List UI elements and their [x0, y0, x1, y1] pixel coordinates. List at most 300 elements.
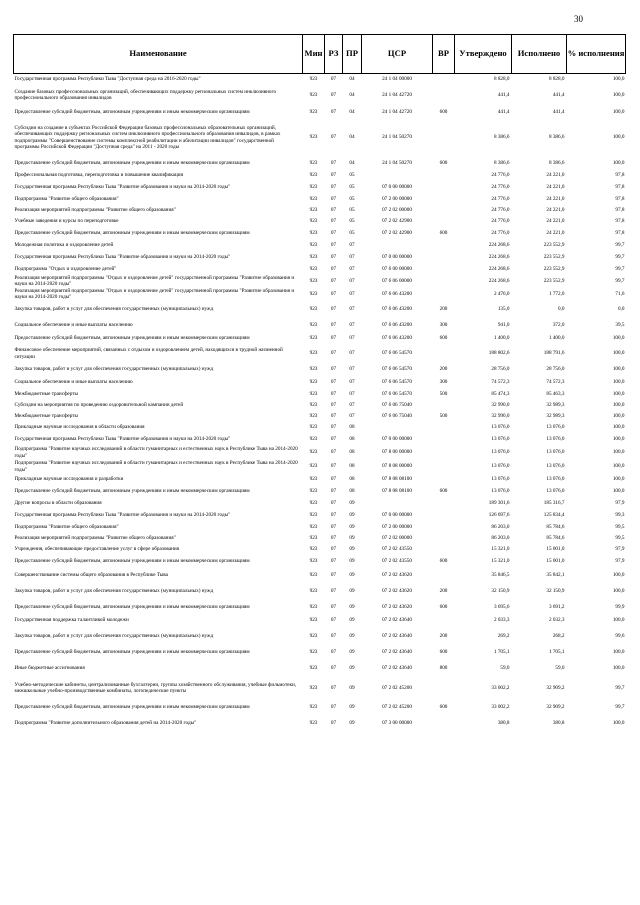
table-row: [14, 240, 626, 251]
cell-min: 923: [309, 475, 318, 482]
cell-pct: 100,0: [612, 719, 625, 726]
cell-pr: 09: [349, 649, 355, 656]
cell-executed: 59,0: [555, 665, 565, 672]
cell-approved: 941,0: [497, 321, 510, 328]
cell-approved: 15 321,0: [491, 558, 510, 565]
cell-min: 923: [309, 378, 318, 385]
cell-executed: 1 772,0: [548, 290, 565, 297]
cell-csr: 07 8 08 08100: [382, 475, 412, 482]
cell-pct: 97,9: [615, 545, 625, 552]
cell-executed: 1 705,1: [548, 649, 565, 656]
cell-name: Межбюджетные трансферты: [14, 390, 79, 397]
cell-approved: 15 321,0: [491, 545, 510, 552]
cell-csr: 07 2 02 00000: [382, 206, 412, 213]
cell-name: Предоставление субсидий бюджетным, автономным учреждениям и иным некоммерческим организациям: [14, 649, 250, 656]
cell-name: Закупка товаров, работ и услуг для обеспечения государственных (муниципальных) нужд: [14, 633, 214, 640]
cell-vr: 600: [439, 603, 448, 610]
cell-vr: [433, 460, 455, 474]
cell-csr: 07 2 02 43620: [382, 572, 412, 579]
cell-rz: 07: [330, 171, 337, 178]
cell-min: 923: [309, 334, 318, 341]
cell-min: 923: [309, 463, 318, 470]
cell-pct: 39,5: [615, 321, 625, 328]
cell-rz: 07: [330, 321, 337, 328]
cell-approved: 24 776,0: [491, 206, 510, 213]
cell-vr: 200: [439, 588, 448, 595]
cell-executed: 13 076,0: [546, 435, 565, 442]
cell-vr: [433, 170, 455, 181]
cell-csr: [362, 240, 433, 251]
cell-pr: 07: [349, 306, 355, 313]
cell-csr: 24 1 04 50270: [382, 134, 412, 141]
cell-approved: 8 828,0: [493, 76, 510, 83]
table-row: [14, 106, 626, 119]
cell-name: Предоставление субсидий бюджетным, автономным учреждениям и иным некоммерческим организациям: [14, 704, 250, 711]
cell-name: Учреждения, обеспечивающие предоставление услуг в сфере образования: [14, 545, 180, 552]
cell-rz: 07: [330, 206, 337, 213]
cell-min: 923: [309, 704, 318, 711]
cell-pct: 97,8: [615, 171, 625, 178]
cell-name: Государственная программа Республики Тыва "Развитие образования и науки на 2014-2020 годы": [14, 253, 231, 260]
cell-executed: 85 784,6: [546, 523, 565, 530]
cell-csr: [362, 170, 433, 181]
cell-approved: 28 756,0: [491, 365, 510, 372]
cell-vr: 600: [439, 229, 448, 236]
cell-csr: 07 2 02 43640: [382, 633, 412, 640]
cell-vr: [433, 264, 455, 275]
cell-name: Подпрограмма "Развитие общего образования": [14, 195, 119, 202]
cell-executed: 13 076,0: [546, 449, 565, 456]
cell-executed: 2 032,3: [548, 617, 565, 624]
cell-csr: 07 6 06 43200: [382, 290, 412, 297]
cell-pr: 09: [349, 603, 355, 610]
cell-pct: 100,0: [612, 134, 625, 141]
cell-name: Закупка товаров, работ и услуг для обеспечения государственных (муниципальных) нужд: [14, 365, 214, 372]
cell-min: 923: [309, 350, 318, 357]
cell-csr: 07 2 02 43640: [382, 617, 412, 624]
cell-pr: 09: [349, 572, 355, 579]
table-row: [14, 119, 626, 157]
cell-csr: 07 3 00 00000: [382, 719, 412, 726]
cell-min: 923: [309, 277, 318, 284]
cell-vr: [433, 446, 455, 460]
cell-pct: 100,0: [612, 487, 625, 494]
cell-approved: 8 386,6: [493, 134, 510, 141]
cell-csr: [362, 422, 433, 433]
cell-executed: 15 001,0: [546, 545, 565, 552]
cell-name: Совершенствование системы общего образования в Республике Тыва: [14, 572, 168, 579]
cell-vr: [433, 433, 455, 446]
table-row: [14, 85, 626, 106]
cell-min: 923: [309, 633, 318, 640]
cell-csr: 07 0 00 00000: [382, 183, 412, 190]
cell-pct: 97,8: [615, 183, 625, 190]
cell-approved: 441,4: [497, 108, 510, 115]
cell-min: 923: [309, 649, 318, 656]
cell-csr: 07 2 02 45200: [382, 704, 412, 711]
cell-rz: 07: [330, 253, 337, 260]
cell-name: Учебно-методические кабинеты, централизованные бухгалтерии, группы хозяйственного обслуживания, учебные фильмотеки, межшкольные учебно-производственные комбинаты, логопедические пункты: [14, 681, 297, 694]
cell-vr: [433, 288, 455, 301]
budget-table: [13, 34, 626, 730]
cell-executed: 185 316,7: [543, 499, 565, 506]
cell-approved: 13 076,0: [491, 475, 510, 482]
cell-pct: 71,6: [615, 290, 625, 297]
cell-min: 923: [309, 217, 318, 224]
cell-pct: 100,0: [612, 588, 625, 595]
table-row: [14, 583, 626, 601]
table-row: [14, 264, 626, 275]
table-row: [14, 498, 626, 509]
cell-vr: 600: [439, 487, 448, 494]
table-row: [14, 717, 626, 730]
cell-pct: 99,5: [615, 523, 625, 530]
cell-name: Государственная программа Республики Тыва "Развитие образования и науки на 2014-2020 годы": [14, 183, 231, 190]
cell-vr: [433, 522, 455, 533]
cell-executed: 32 989,3: [546, 401, 565, 408]
cell-pr: 09: [349, 545, 355, 552]
cell-pct: 100,0: [612, 334, 625, 341]
table-row: [14, 319, 626, 332]
cell-approved: 224 268,6: [488, 241, 510, 248]
cell-rz: 07: [330, 183, 337, 190]
table-row: [14, 332, 626, 345]
cell-executed: 35 842,1: [546, 572, 565, 579]
cell-name: Государственная программа Республики Тыва "Развитие образования и науки на 2014-2020 годы": [14, 435, 231, 442]
cell-rz: 07: [330, 195, 337, 202]
table-row: [14, 446, 626, 460]
cell-executed: 380,8: [552, 719, 565, 726]
cell-rz: 07: [330, 423, 337, 430]
cell-csr: 07 8 00 00000: [382, 449, 412, 456]
cell-executed: 8 386,6: [548, 159, 565, 166]
cell-csr: 24 1 04 50270: [382, 159, 412, 166]
cell-min: 923: [309, 558, 318, 565]
cell-rz: 07: [330, 378, 337, 385]
cell-approved: 1 400,0: [493, 334, 510, 341]
cell-csr: 07 6 06 54570: [382, 350, 412, 357]
cell-min: 923: [309, 91, 318, 98]
cell-min: 923: [309, 390, 318, 397]
cell-csr: 24 1 04 00000: [382, 76, 412, 83]
cell-vr: 600: [439, 159, 448, 166]
cell-executed: 188 791,6: [543, 350, 565, 357]
cell-csr: 07 0 00 00000: [382, 435, 412, 442]
cell-approved: 33 002,2: [491, 684, 510, 691]
cell-pr: 08: [349, 449, 355, 456]
cell-approved: 380,8: [497, 719, 510, 726]
cell-csr: 07 6 06 00000: [382, 277, 412, 284]
cell-name: Реализация мероприятий подпрограммы "Развитие общего образования": [14, 534, 176, 541]
cell-min: 923: [309, 588, 318, 595]
cell-approved: 35 846,5: [491, 572, 510, 579]
cell-executed: 32 150,9: [546, 588, 565, 595]
cell-vr: 600: [439, 334, 448, 341]
cell-executed: 32 989,3: [546, 412, 565, 419]
col-header-executed: Исполнено: [512, 35, 567, 74]
cell-pct: 99,7: [615, 704, 625, 711]
cell-pct: 99,5: [615, 534, 625, 541]
cell-name: Реализация мероприятий подпрограммы "Развитие общего образования": [14, 206, 176, 213]
cell-vr: 800: [439, 665, 448, 672]
cell-rz: 07: [330, 463, 337, 470]
cell-csr: 07 6 06 43200: [382, 334, 412, 341]
cell-pr: 09: [349, 588, 355, 595]
cell-approved: 3 695,6: [493, 603, 510, 610]
table-row: [14, 485, 626, 498]
cell-csr: 24 1 04 42720: [382, 108, 412, 115]
table-row: [14, 422, 626, 433]
cell-pr: 07: [349, 378, 355, 385]
cell-rz: 07: [330, 534, 337, 541]
cell-approved: 32 990,0: [491, 401, 510, 408]
cell-executed: 223 552,9: [543, 277, 565, 284]
table-header-row: [14, 35, 626, 74]
col-header-approved: Утверждено: [455, 35, 512, 74]
cell-vr: [433, 422, 455, 433]
cell-name: Социальное обеспечение и иные выплаты населению: [14, 321, 133, 328]
cell-vr: [433, 498, 455, 509]
cell-pr: 07: [349, 253, 355, 260]
cell-name: Предоставление субсидий бюджетным, автономным учреждениям и иным некоммерческим организациям: [14, 159, 250, 166]
cell-min: 923: [309, 412, 318, 419]
cell-pct: 100,0: [612, 463, 625, 470]
cell-executed: 24 221,0: [546, 195, 565, 202]
cell-pr: 05: [349, 171, 355, 178]
cell-approved: 13 076,0: [491, 435, 510, 442]
cell-rz: 07: [330, 649, 337, 656]
cell-rz: 07: [330, 523, 337, 530]
cell-pr: 07: [349, 277, 355, 284]
cell-csr: 07 8 08 00000: [382, 463, 412, 470]
cell-csr: 07 2 02 42900: [382, 217, 412, 224]
cell-pct: 97,9: [615, 558, 625, 565]
table-row: [14, 251, 626, 264]
cell-executed: 24 221,0: [546, 217, 565, 224]
cell-pct: 100,0: [612, 108, 625, 115]
cell-csr: 24 1 04 42720: [382, 91, 412, 98]
cell-name: Государственная поддержка талантливой молодежи: [14, 617, 129, 624]
cell-min: 923: [309, 195, 318, 202]
cell-pct: 97,8: [615, 195, 625, 202]
cell-pr: 08: [349, 475, 355, 482]
cell-csr: 07 6 06 54570: [382, 390, 412, 397]
cell-name: Прикладные научные исследования в области образования: [14, 423, 145, 430]
cell-pr: 04: [349, 76, 355, 83]
cell-min: 923: [309, 265, 318, 272]
cell-min: 923: [309, 321, 318, 328]
cell-rz: 07: [330, 475, 337, 482]
cell-name: Субсидии на мероприятия по проведению оздоровительной кампании детей: [14, 401, 184, 408]
cell-executed: 24 221,0: [546, 183, 565, 190]
cell-executed: 8 828,0: [548, 76, 565, 83]
table-body: [14, 74, 626, 730]
cell-approved: 1 705,1: [493, 649, 510, 656]
cell-vr: [433, 216, 455, 227]
cell-pr: 05: [349, 229, 355, 236]
cell-approved: 24 776,0: [491, 217, 510, 224]
cell-approved: 86 203,0: [491, 523, 510, 530]
cell-vr: [433, 614, 455, 628]
cell-vr: 500: [439, 390, 448, 397]
cell-min: 923: [309, 719, 318, 726]
cell-rz: 07: [330, 334, 337, 341]
cell-approved: 126 697,6: [488, 511, 510, 518]
cell-name: Учебные заведения и курсы по переподготовке: [14, 217, 119, 224]
cell-min: 923: [309, 487, 318, 494]
cell-csr: 07 2 02 00000: [382, 534, 412, 541]
cell-executed: 372,0: [552, 321, 565, 328]
cell-executed: 441,4: [552, 91, 565, 98]
cell-rz: 07: [330, 545, 337, 552]
cell-name: Иные бюджетные ассигнования: [14, 665, 85, 672]
table-row: [14, 411, 626, 422]
cell-approved: 135,0: [497, 306, 510, 313]
col-header-pr: ПР: [343, 35, 362, 74]
cell-name: Прикладные научные исследования и разработки: [14, 475, 124, 482]
cell-vr: [433, 181, 455, 194]
cell-vr: [433, 533, 455, 544]
cell-rz: 07: [330, 435, 337, 442]
cell-executed: 125 834,4: [543, 511, 565, 518]
cell-min: 923: [309, 206, 318, 213]
cell-rz: 07: [330, 588, 337, 595]
cell-executed: 13 076,0: [546, 475, 565, 482]
cell-rz: 07: [330, 76, 337, 83]
cell-pr: 07: [349, 290, 355, 297]
cell-rz: 07: [330, 401, 337, 408]
cell-executed: 223 552,9: [543, 265, 565, 272]
cell-min: 923: [309, 290, 318, 297]
cell-vr: [433, 474, 455, 485]
cell-pct: 100,0: [612, 617, 625, 624]
cell-pr: 07: [349, 350, 355, 357]
cell-csr: 07 6 06 43200: [382, 306, 412, 313]
cell-pct: 99,3: [615, 511, 625, 518]
cell-executed: 13 076,0: [546, 423, 565, 430]
table-row: [14, 628, 626, 646]
cell-pct: 99,7: [615, 265, 625, 272]
page-number: 30: [574, 14, 583, 24]
cell-approved: 441,4: [497, 91, 510, 98]
cell-pr: 07: [349, 265, 355, 272]
cell-min: 923: [309, 572, 318, 579]
cell-name: Профессиональная подготовка, переподготовка и повышение квалификации: [14, 171, 184, 178]
cell-pct: 97,8: [615, 206, 625, 213]
table-row: [14, 678, 626, 699]
cell-vr: 500: [439, 412, 448, 419]
table-row: [14, 601, 626, 614]
cell-name: Подпрограмма "Развитие научных исследований в области гуманитарных и естественных наук в Республике Тыва на 2014-2020 годы": [14, 446, 298, 459]
cell-rz: 07: [330, 511, 337, 518]
cell-vr: 200: [439, 365, 448, 372]
table-row: [14, 433, 626, 446]
cell-approved: 188 802,6: [488, 350, 510, 357]
cell-name: Государственная программа Республики Тыва "Развитие образования и науки на 2014-2020 годы": [14, 511, 231, 518]
cell-min: 923: [309, 365, 318, 372]
cell-executed: 32 909,2: [546, 704, 565, 711]
table-row: [14, 345, 626, 363]
cell-csr: 07 2 02 43620: [382, 588, 412, 595]
cell-approved: 85 474,3: [491, 390, 510, 397]
cell-rz: 07: [330, 603, 337, 610]
cell-name: Субсидии на создание в субъектах Российской Федерации базовых профессиональных образовательных организаций, обеспечивающих поддержку региональных систем инклюзивного профессионального образования инвалидов, в рамках подпрограммы "Совершенствование системы комплексной реабилитации и абилитации инвалидов" государственной программы Российской Федерации "Доступная среда" на 2011 - 2020 годы: [14, 125, 281, 150]
cell-rz: 07: [330, 572, 337, 579]
cell-approved: 224 268,6: [488, 265, 510, 272]
cell-rz: 07: [330, 306, 337, 313]
cell-pct: 100,0: [612, 350, 625, 357]
cell-name: Социальное обеспечение и иные выплаты населению: [14, 378, 133, 385]
cell-rz: 07: [330, 558, 337, 565]
col-header-rz: РЗ: [325, 35, 343, 74]
cell-min: 923: [309, 171, 318, 178]
cell-pr: 05: [349, 195, 355, 202]
cell-approved: 13 076,0: [491, 463, 510, 470]
cell-approved: 224 268,6: [488, 253, 510, 260]
cell-pr: 04: [349, 134, 355, 141]
cell-rz: 07: [330, 390, 337, 397]
cell-name: Подпрограмма "Развитие дополнительного образования детей на 2014-2020 годы": [14, 719, 197, 726]
cell-rz: 07: [330, 684, 337, 691]
cell-pr: 09: [349, 684, 355, 691]
cell-approved: 2 033,3: [493, 617, 510, 624]
cell-name: Предоставление субсидий бюджетным, автономным учреждениям и иным некоммерческим организациям: [14, 558, 250, 565]
cell-min: 923: [309, 76, 318, 83]
cell-rz: 07: [330, 487, 337, 494]
cell-pr: 07: [349, 241, 355, 248]
cell-pr: 04: [349, 159, 355, 166]
cell-approved: 86 203,0: [491, 534, 510, 541]
table-row: [14, 646, 626, 660]
cell-pr: 09: [349, 558, 355, 565]
cell-rz: 07: [330, 499, 337, 506]
cell-csr: 07 2 02 43620: [382, 603, 412, 610]
cell-name: Реализация мероприятий подпрограммы "Отдых и оздоровление детей" государственной программы "Развитие образования и науки на 2014-2020 годы": [14, 274, 295, 287]
col-header-min: Мин: [303, 35, 325, 74]
cell-executed: 268,2: [552, 633, 565, 640]
cell-min: 923: [309, 253, 318, 260]
cell-pr: 08: [349, 463, 355, 470]
cell-rz: 07: [330, 617, 337, 624]
table-row: [14, 474, 626, 485]
cell-csr: 07 2 02 43640: [382, 665, 412, 672]
cell-name: Подпрограмма "Развитие научных исследований в области гуманитарных и естественных наук в Республике Тыва на 2014-2020 годы": [14, 460, 298, 473]
cell-min: 923: [309, 423, 318, 430]
table-row: [14, 363, 626, 376]
cell-name: Молодежная политика и оздоровление детей: [14, 241, 114, 248]
cell-executed: 13 076,0: [546, 487, 565, 494]
cell-rz: 07: [330, 665, 337, 672]
cell-rz: 07: [330, 633, 337, 640]
cell-name: Предоставление субсидий бюджетным, автономным учреждениям и иным некоммерческим организациям: [14, 108, 250, 115]
cell-pr: 09: [349, 534, 355, 541]
cell-pr: 05: [349, 206, 355, 213]
table-row: [14, 376, 626, 389]
cell-approved: 24 776,0: [491, 171, 510, 178]
cell-vr: 600: [439, 649, 448, 656]
cell-name: Закупка товаров, работ и услуг для обеспечения государственных (муниципальных) нужд: [14, 588, 214, 595]
cell-pct: 0,0: [618, 306, 625, 313]
cell-vr: [433, 194, 455, 205]
cell-executed: 15 001,0: [546, 558, 565, 565]
cell-approved: 33 002,2: [491, 704, 510, 711]
cell-pr: 07: [349, 412, 355, 419]
cell-min: 923: [309, 134, 318, 141]
cell-rz: 07: [330, 719, 337, 726]
cell-pct: 100,0: [612, 435, 625, 442]
cell-csr: 07 6 00 00000: [382, 265, 412, 272]
cell-csr: 07 2 02 43550: [382, 545, 412, 552]
